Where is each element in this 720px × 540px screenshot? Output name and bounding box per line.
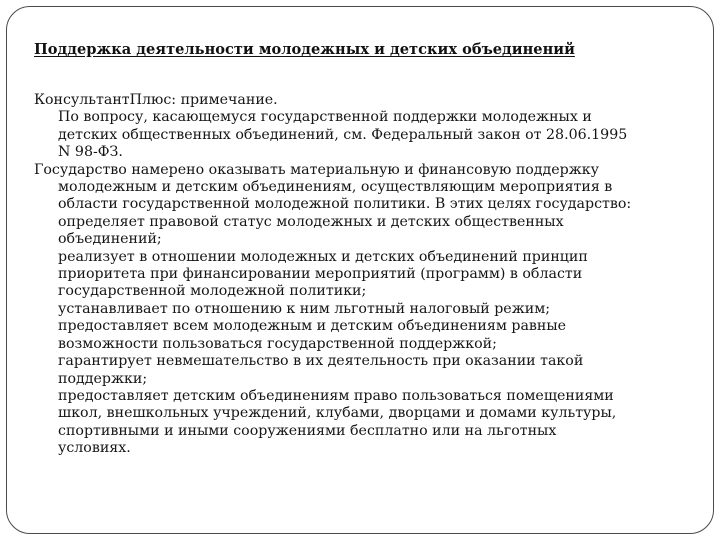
text-line: государственной молодежной политики; <box>58 283 367 300</box>
text-line: молодежным и детским объединениям, осуществляющим мероприятия в <box>58 179 613 196</box>
text-line: предоставляет всем молодежным и детским объединениям равные <box>58 318 567 335</box>
text-line: спортивными и иными сооружениями бесплатно или на льготных <box>58 422 557 439</box>
slide-body <box>34 92 694 458</box>
text-line: возможности пользоваться государственной поддержкой; <box>58 335 497 352</box>
text-line: По вопросу, касающемуся государственной поддержки молодежных и <box>58 109 592 126</box>
text-line: объединений; <box>58 231 162 248</box>
slide-title: Поддержка деятельности молодежных и детских объединений <box>34 41 575 58</box>
text-line: области государственной молодежной политики. В этих целях государство: <box>58 196 632 213</box>
text-line: определяет правовой статус молодежных и детских общественных <box>58 213 564 230</box>
text-line: N 98-ФЗ. <box>58 144 123 161</box>
text-line: устанавливает по отношению к ним льготный налоговый режим; <box>58 300 551 317</box>
text-line: реализует в отношении молодежных и детских объединений принцип <box>58 248 588 265</box>
text-line: детских общественных объединений, см. Федеральный закон от 28.06.1995 <box>58 126 628 143</box>
text-line: КонсультантПлюс: примечание. <box>34 92 278 108</box>
text-line: приоритета при финансировании мероприятий (программ) в области <box>58 266 583 283</box>
text-line: Государство намерено оказывать материальную и финансовую поддержку <box>34 161 600 178</box>
text-line: поддержки; <box>58 370 148 387</box>
text-line: предоставляет детским объединениям право пользоваться помещениями <box>58 387 614 404</box>
text-line: условиях. <box>58 440 131 457</box>
text-line: гарантирует невмешательство в их деятельность при оказании такой <box>58 353 584 370</box>
text-line: школ, внешкольных учреждений, клубами, дворцами и домами культуры, <box>58 405 617 422</box>
